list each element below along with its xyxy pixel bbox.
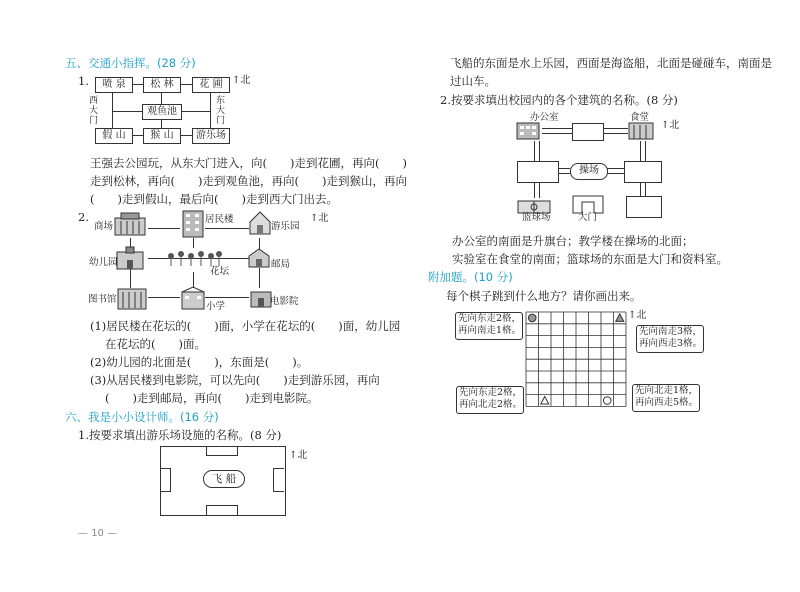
path bbox=[132, 135, 143, 136]
label-office: 办公室 bbox=[530, 112, 559, 123]
road bbox=[148, 297, 180, 298]
hint-line-2: 实验室在食堂的南面；篮球场的东面是大门和资料室。 bbox=[452, 252, 728, 266]
box-amusement: 游乐场 bbox=[192, 128, 230, 144]
playground-oval: 操场 bbox=[570, 163, 608, 180]
s6-q1-text: 1.按要求填出游乐场设施的名称。(8 分) bbox=[78, 428, 282, 442]
path bbox=[534, 141, 535, 161]
label-post: 邮局 bbox=[271, 259, 291, 270]
south-facility-box bbox=[206, 505, 238, 515]
label-school: 小学 bbox=[206, 301, 226, 312]
path bbox=[132, 84, 143, 85]
west-facility-box bbox=[160, 468, 171, 492]
path bbox=[645, 141, 646, 161]
section-6-title: 六、我是小小设计师。(16 分) bbox=[65, 410, 219, 424]
right-line-1: 飞船的东面是水上乐园，西面是海盗船，北面是碰碰车，南面是 bbox=[450, 56, 772, 70]
mall-building-icon bbox=[113, 212, 147, 236]
path bbox=[534, 182, 535, 198]
label-gate: 大门 bbox=[578, 212, 598, 223]
park-building-icon bbox=[248, 210, 272, 236]
road bbox=[259, 268, 260, 288]
section-5-title: 五、交通小指挥。(28 分) bbox=[65, 56, 196, 70]
path bbox=[603, 128, 628, 129]
box-fishpond: 观鱼池 bbox=[142, 104, 182, 120]
label-park: 游乐园 bbox=[271, 221, 300, 232]
q2-line-2: 在花坛的( )面。 bbox=[105, 337, 206, 351]
road bbox=[205, 228, 249, 229]
road bbox=[193, 238, 194, 248]
piece-triangle-filled bbox=[616, 314, 624, 322]
s6-q2-text: 2.按要求填出校园内的各个建筑的名称。(8 分) bbox=[440, 93, 678, 107]
path bbox=[180, 84, 192, 85]
spaceship-oval: 飞 船 bbox=[203, 470, 245, 488]
north-arrow-q1: ↑北 bbox=[232, 75, 251, 86]
west-gate-label: 西大门 bbox=[89, 96, 99, 126]
road bbox=[148, 228, 180, 229]
callout-bottom-right: 先向北走1格， 再向西走5格。 bbox=[632, 384, 700, 412]
q2-line-1: (1)居民楼在花坛的( )面，小学在花坛的( )面，幼儿园 bbox=[90, 319, 401, 333]
label-cinema: 电影院 bbox=[270, 296, 299, 307]
path bbox=[603, 133, 628, 134]
east-gate-label: 东大门 bbox=[216, 96, 226, 126]
path bbox=[539, 141, 540, 161]
path bbox=[210, 92, 211, 128]
path bbox=[607, 168, 624, 169]
north-arrow-q2: ↑北 bbox=[310, 213, 329, 224]
page-number: — 10 — bbox=[78, 528, 118, 539]
path bbox=[180, 135, 192, 136]
north-facility-box bbox=[206, 446, 238, 456]
north-arrow-bonus: ↑北 bbox=[628, 310, 647, 321]
residential-building-icon bbox=[182, 210, 204, 238]
path bbox=[640, 141, 641, 161]
label-court: 篮球场 bbox=[522, 212, 551, 223]
box-pine: 松 林 bbox=[143, 77, 181, 93]
box-monkey: 猴 山 bbox=[143, 128, 181, 144]
road bbox=[130, 268, 131, 288]
q2-line-5: ( )走到邮局，再向( )走到电影院。 bbox=[105, 391, 319, 405]
box-fountain: 喷 泉 bbox=[95, 77, 133, 93]
path bbox=[181, 111, 210, 112]
post-office-building-icon bbox=[248, 248, 270, 268]
north-arrow-s6q1: ↑北 bbox=[289, 450, 308, 461]
building-box bbox=[624, 161, 662, 183]
path bbox=[161, 119, 162, 128]
q2-number: 2. bbox=[78, 210, 89, 224]
q1-line-3: ( )走到假山，最后向( )走到西大门出去。 bbox=[90, 192, 338, 206]
callout-top-right: 先向南走3格， 再向西走3格。 bbox=[636, 325, 704, 353]
path bbox=[542, 133, 572, 134]
q1-line-1: 王强去公园玩，从东大门进入，向( )走到花圃，再向( ) bbox=[90, 156, 407, 170]
path bbox=[645, 182, 646, 196]
kindergarten-building-icon bbox=[116, 246, 144, 270]
path bbox=[607, 173, 624, 174]
path bbox=[113, 111, 142, 112]
piece-triangle-outline bbox=[541, 397, 549, 405]
path bbox=[112, 92, 113, 128]
path bbox=[161, 92, 162, 104]
building-box bbox=[572, 123, 604, 141]
north-arrow-s6q2: ↑北 bbox=[661, 120, 680, 131]
label-canteen: 食堂 bbox=[630, 112, 650, 123]
q1-line-2: 走到松林，再向( )走到观鱼池，再向( )走到猴山，再向 bbox=[90, 174, 407, 188]
path bbox=[542, 128, 572, 129]
east-facility-box bbox=[273, 468, 284, 492]
bonus-title: 附加题。(10 分) bbox=[428, 270, 513, 284]
hint-line-1: 办公室的南面是升旗台；教学楼在操场的北面； bbox=[452, 234, 694, 248]
building-box bbox=[517, 161, 559, 183]
path bbox=[640, 182, 641, 196]
path bbox=[558, 168, 570, 169]
school-building-icon bbox=[181, 286, 205, 310]
callout-top-left: 先向东走2格， 再向南走1格。 bbox=[455, 312, 523, 340]
q2-line-3: (2)幼儿园的北面是( )，东面是( )。 bbox=[90, 355, 309, 369]
label-kindergarten: 幼儿园 bbox=[89, 257, 118, 268]
building-box bbox=[626, 196, 662, 218]
bonus-text: 每个棋子跳到什么地方？请你画出来。 bbox=[446, 289, 642, 303]
library-building-icon bbox=[117, 286, 147, 310]
piece-circle-outline bbox=[603, 397, 611, 405]
label-flower: 花坛 bbox=[210, 266, 230, 277]
road bbox=[205, 297, 249, 298]
callout-bottom-left: 先向东走2格， 再向北走2格。 bbox=[456, 386, 524, 414]
label-library: 图书馆 bbox=[88, 294, 117, 305]
label-residential: 居民楼 bbox=[205, 214, 234, 225]
label-mall: 商场 bbox=[94, 221, 114, 232]
piece-circle-filled bbox=[528, 314, 536, 322]
q1-number: 1. bbox=[78, 74, 89, 88]
path bbox=[558, 173, 570, 174]
right-line-2: 过山车。 bbox=[450, 74, 496, 88]
q2-line-4: (3)从居民楼到电影院，可以先向( )走到游乐园，再向 bbox=[90, 373, 380, 387]
box-rockery: 假 山 bbox=[95, 128, 133, 144]
cinema-building-icon bbox=[250, 288, 272, 308]
path bbox=[539, 182, 540, 198]
box-flower: 花 圃 bbox=[192, 77, 230, 93]
chess-grid bbox=[525, 311, 629, 408]
